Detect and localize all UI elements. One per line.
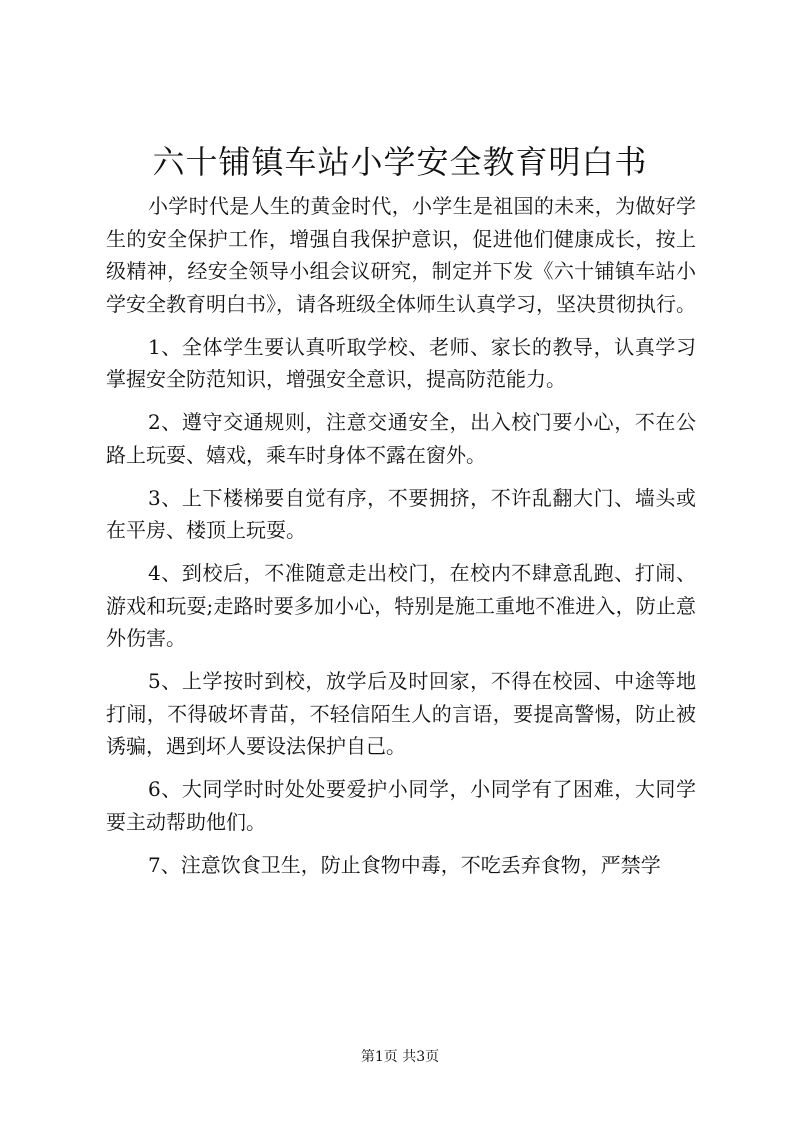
paragraph-rule-3: 3、上下楼梯要自觉有序，不要拥挤，不许乱翻大门、墙头或在平房、楼顶上玩耍。 [106,485,696,542]
paragraph-rule-2: 2、遵守交通规则，注意交通安全，出入校门要小心，不在公路上玩耍、嬉戏，乘车时身体不露在窗外。 [106,410,696,467]
page-footer: 第1页 共3页 [360,1049,440,1065]
paragraph-rule-6: 6、大同学时时处处要爱护小同学，小同学有了困难，大同学要主动帮助他们。 [106,777,696,834]
paragraph-rule-5: 5、上学按时到校，放学后及时回家，不得在校园、中途等地打闹，不得破坏青苗，不轻信陌生人的言语，要提高警惕，防止被诱骗，遇到坏人要设法保护自己。 [106,669,696,758]
paragraph-rule-1: 1、全体学生要认真听取学校、老师、家长的教导，认真学习掌握安全防范知识，增强安全意识，提高防范能力。 [106,334,696,391]
paragraph-intro: 小学时代是人生的黄金时代，小学生是祖国的未来，为做好学生的安全保护工作，增强自我保护意识，促进他们健康成长，按上级精神，经安全领导小组会议研究，制定并下发《六十铺镇车站小学安全教育明白书》，请各班级全体师生认真学习，坚决贯彻执行。 [106,194,696,316]
paragraph-rule-4: 4、到校后，不准随意走出校门，在校内不肆意乱跑、打闹、游戏和玩耍;走路时要多加小心，特别是施工重地不准进入，防止意外伤害。 [106,561,696,650]
document-title: 六十铺镇车站小学安全教育明白书 [152,143,648,181]
document-body [106,190,696,881]
paragraph-rule-7: 7、注意饮食卫生，防止食物中毒，不吃丢弃食物，严禁学 [148,852,661,877]
